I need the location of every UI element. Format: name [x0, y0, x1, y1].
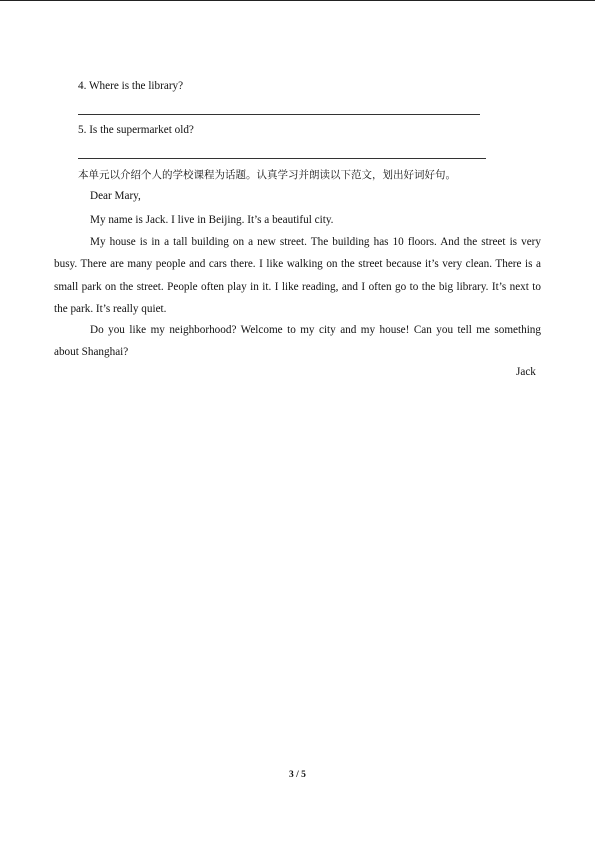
letter-paragraph-2: My house is in a tall building on a new street. The building has 10 floors. And the street is very busy. There are many people and cars there. I like walking on the street because it’s very clean. There is a small park on the street. People often play in it. I like reading, and I often go to the big library. It’s next to the park. It’s really quiet. [54, 236, 541, 315]
page-top-border [0, 0, 595, 1]
page-number: 3 / 5 [289, 770, 306, 780]
question-4: 4. Where is the library? [78, 80, 184, 92]
answer-line-5[interactable] [78, 158, 486, 159]
answer-line-4[interactable] [78, 114, 480, 115]
question-5: 5. Is the supermarket old? [78, 124, 194, 136]
letter-paragraph-3: Do you like my neighborhood? Welcome to my city and my house! Can you tell me something about Shanghai? [54, 324, 541, 359]
letter-greeting: Dear Mary, [90, 190, 141, 202]
letter-signature: Jack [516, 366, 536, 378]
letter-paragraph-1: My name is Jack. I live in Beijing. It’s a beautiful city. [90, 214, 334, 226]
instruction-text: 本单元以介绍个人的学校课程为话题。认真学习并朗读以下范文，划出好词好句。 [78, 169, 456, 181]
